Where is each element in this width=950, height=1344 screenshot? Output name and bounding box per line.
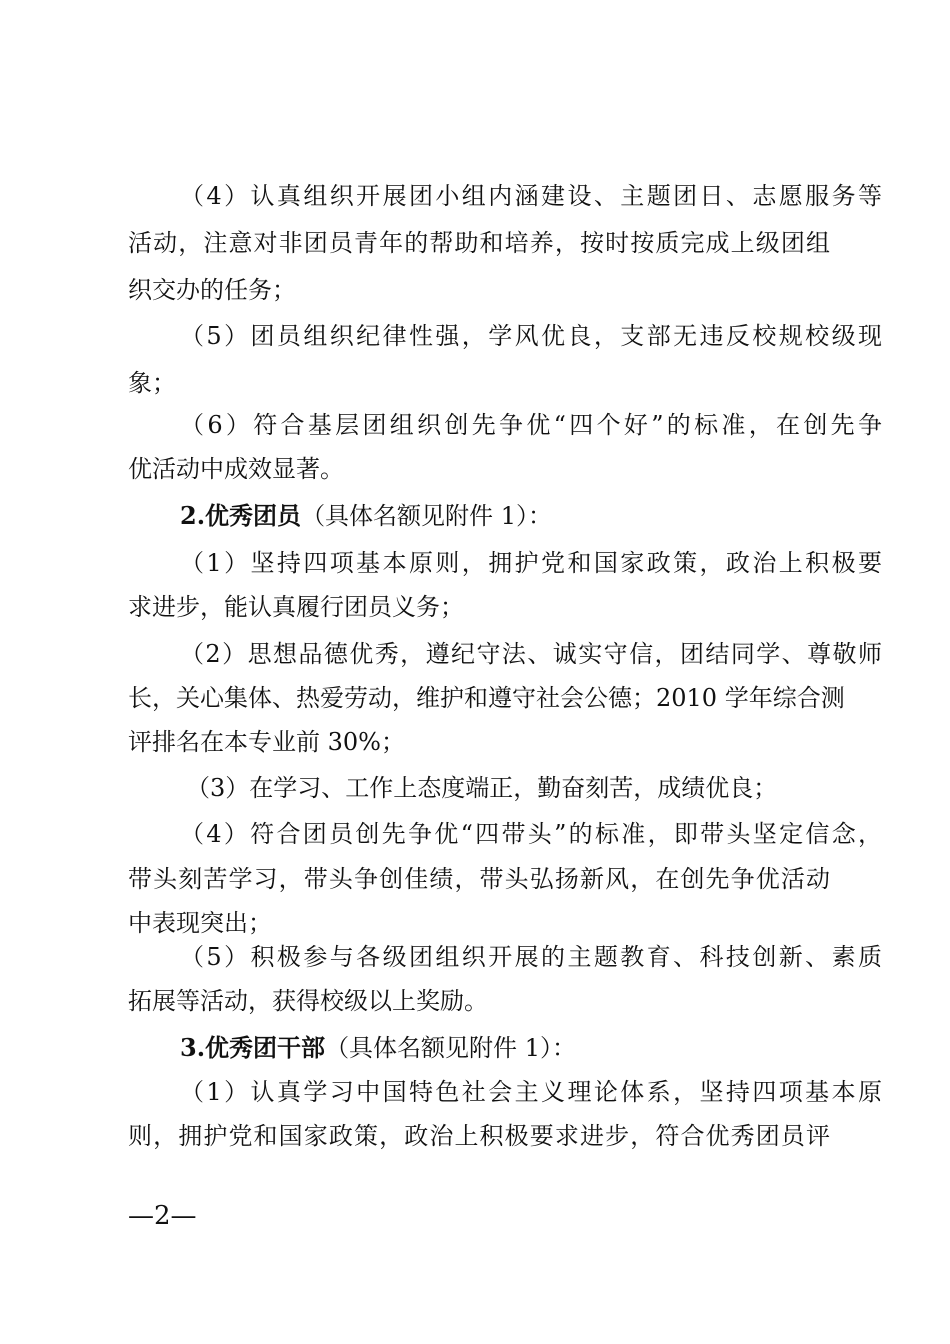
paragraph-line: 带头刻苦学习，带头争创佳绩，带头弘扬新风，在创先争优活动 [128, 865, 830, 893]
paragraph-line: 织交办的任务； [128, 276, 296, 304]
paragraph-line: （2）思想品德优秀，遵纪守法、诚实守信，团结同学、尊敬师 [180, 640, 882, 668]
paragraph-line: 中表现突出； [128, 909, 272, 937]
paragraph-line: （1）认真学习中国特色社会主义理论体系，坚持四项基本原 [180, 1078, 882, 1106]
page-number: —2— [128, 1201, 197, 1231]
paragraph-line: 则，拥护党和国家政策，政治上积极要求进步，符合优秀团员评 [128, 1122, 830, 1150]
paragraph-line: （6）符合基层团组织创先争优“四个好”的标准，在创先争 [180, 411, 882, 439]
paragraph-line: （3）在学习、工作上态度端正，勤奋刻苦，成绩优良； [186, 774, 778, 802]
paragraph-line: 评排名在本专业前 30%； [128, 728, 405, 756]
paragraph-line: 象； [128, 369, 176, 397]
paragraph-line: （4）符合团员创先争优“四带头”的标准，即带头坚定信念， [180, 820, 882, 848]
section-heading [0, 1028, 576, 1068]
section-heading-title: 3.优秀团干部 [180, 1033, 326, 1062]
section-heading-title: 2.优秀团员 [180, 501, 302, 530]
paragraph-line: （5）积极参与各级团组织开展的主题教育、科技创新、素质 [180, 943, 882, 971]
section-heading [0, 496, 552, 536]
paragraph-line: （1）坚持四项基本原则，拥护党和国家政策，政治上积极要 [180, 549, 882, 577]
paragraph-line: 活动，注意对非团员青年的帮助和培养，按时按质完成上级团组 [128, 229, 830, 257]
paragraph-line: 求进步，能认真履行团员义务； [128, 593, 464, 621]
paragraph-line: 优活动中成效显著。 [128, 455, 344, 483]
section-heading-note: （具体名额见附件 1）： [325, 1034, 576, 1062]
paragraph-line: 拓展等活动，获得校级以上奖励。 [128, 987, 488, 1015]
paragraph-line: 长，关心集体、热爱劳动，维护和遵守社会公德；2010 学年综合测 [128, 684, 845, 712]
paragraph-line: （4）认真组织开展团小组内涵建设、主题团日、志愿服务等 [180, 182, 882, 210]
paragraph-line: （5）团员组织纪律性强，学风优良，支部无违反校规校级现 [180, 322, 882, 350]
section-heading-note: （具体名额见附件 1）： [301, 502, 552, 530]
